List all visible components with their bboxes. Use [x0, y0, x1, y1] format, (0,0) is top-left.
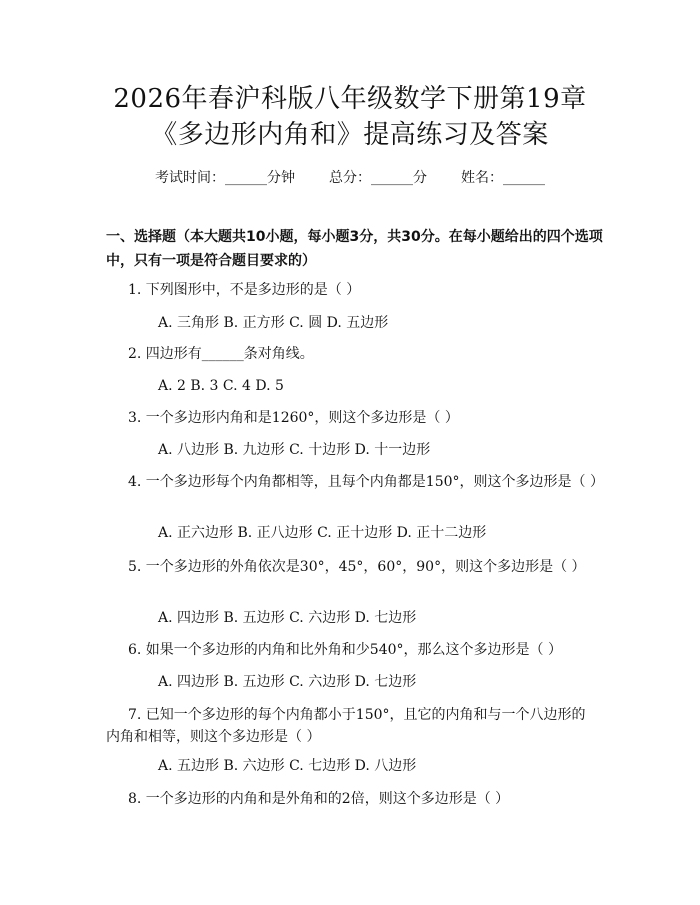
question-6: 6. 如果一个多边形的内角和比外角和少540°，那么这个多边形是（ ） — [128, 642, 562, 658]
question-5: 5. 一个多边形的外角依次是30°，45°，60°，90°，则这个多边形是（ ） — [128, 559, 586, 575]
question-4-options: A. 正六边形 B. 正八边形 C. 正十边形 D. 正十二边形 — [158, 525, 487, 541]
question-3-options: A. 八边形 B. 九边形 C. 十边形 D. 十一边形 — [158, 442, 431, 458]
question-7: 7. 已知一个多边形的每个内角都小于150°，且它的内角和与一个八边形的内角和相等，则这个多边形是（ ） — [106, 707, 586, 745]
question-3: 3. 一个多边形内角和是1260°，则这个多边形是（ ） — [128, 410, 459, 426]
question-5-options: A. 四边形 B. 五边形 C. 六边形 D. 七边形 — [158, 610, 417, 626]
student-name-label: 姓名：______ — [461, 170, 545, 186]
total-score-label: 总分：______分 — [329, 170, 427, 186]
question-6-options: A. 四边形 B. 五边形 C. 六边形 D. 七边形 — [158, 674, 417, 690]
document-title-line-2: 《多边形内角和》提高练习及答案 — [151, 120, 549, 150]
question-7-options: A. 五边形 B. 六边形 C. 七边形 D. 八边形 — [158, 758, 417, 774]
question-8: 8. 一个多边形的内角和是外角和的2倍，则这个多边形是（ ） — [128, 791, 510, 807]
document-title-line-1: 2026年春沪科版八年级数学下册第19章 — [113, 84, 587, 114]
question-1: 1. 下列图形中，不是多边形的是（ ） — [128, 282, 361, 298]
exam-info-line — [0, 167, 700, 189]
question-2: 2. 四边形有______条对角线。 — [128, 346, 314, 362]
question-4: 4. 一个多边形每个内角都相等，且每个内角都是150°，则这个多边形是（ ） — [128, 474, 604, 490]
exam-time-label: 考试时间：______分钟 — [155, 170, 295, 186]
question-2-options: A. 2 B. 3 C. 4 D. 5 — [158, 378, 284, 394]
question-1-options: A. 三角形 B. 正方形 C. 圆 D. 五边形 — [158, 315, 389, 331]
section-heading: 一、选择题（本大题共10小题，每小题3分，共30分。在每小题给出的四个选项中，只有一项是符合题目要求的） — [106, 229, 603, 269]
